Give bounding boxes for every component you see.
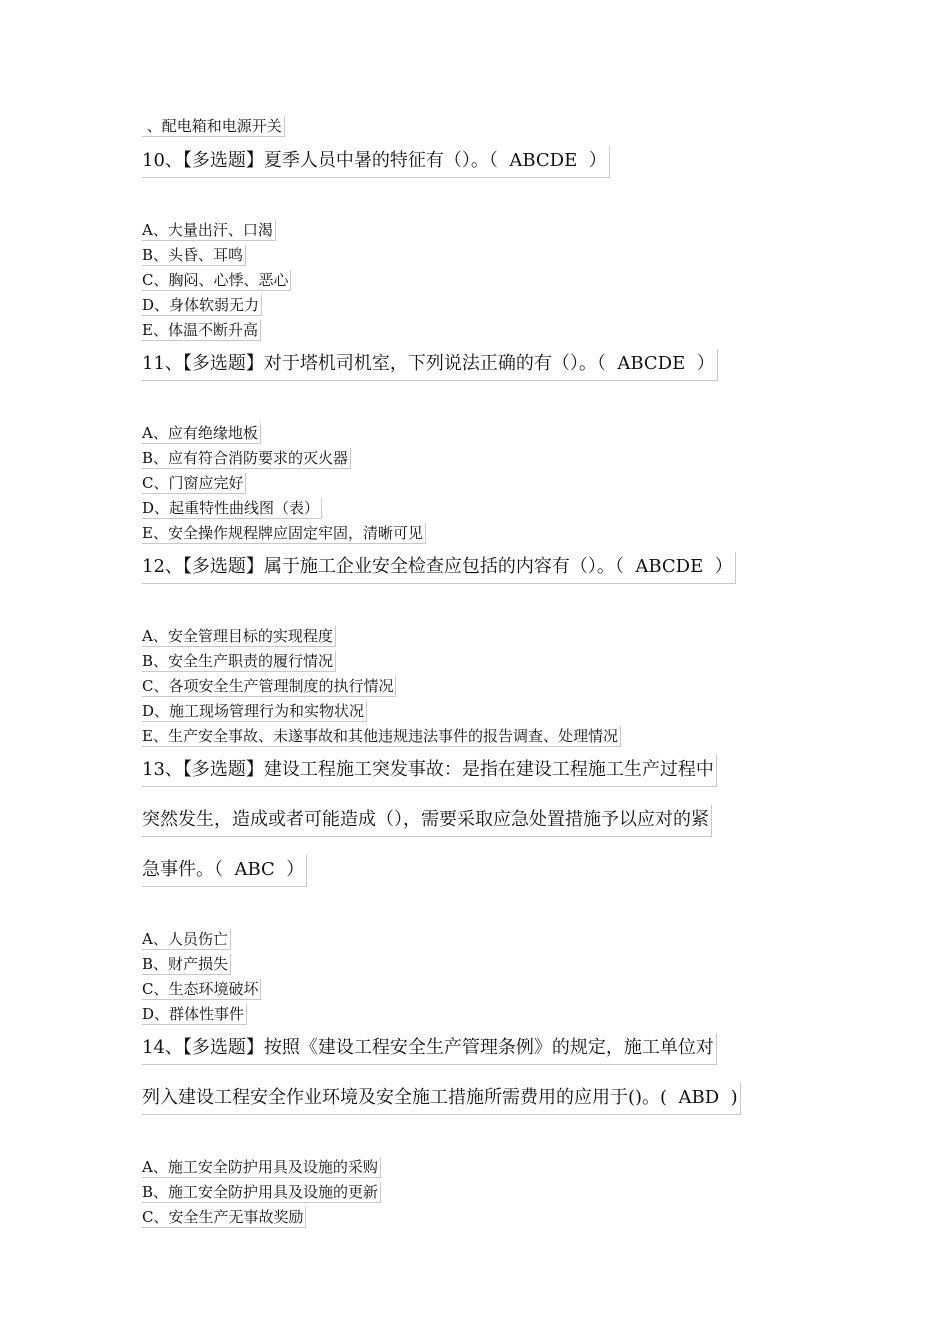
question-13-line-1: 13、【多选题】建设工程施工突发事故：是指在建设工程施工生产过程中: [142, 755, 717, 787]
question-13-line-2: 突然发生，造成或者可能造成（），需要采取应急处置措施予以应对的紧: [142, 805, 712, 837]
q12-option-c: C、各项安全生产管理制度的执行情况: [142, 676, 396, 697]
q14-option-c: C、安全生产无事故奖励: [142, 1207, 306, 1228]
prev-option-tail: 、配电箱和电源开关: [142, 116, 285, 137]
question-11: 11、【多选题】对于塔机司机室，下列说法正确的有（）。（ ABCDE ）: [142, 349, 718, 381]
q10-option-a: A、大量出汗、口渴: [142, 220, 276, 241]
q12-option-e: E、生产安全事故、未遂事故和其他违规违法事件的报告调查、处理情况: [142, 726, 621, 747]
q10-option-e: E、体温不断升高: [142, 320, 261, 341]
q14-option-b: B、施工安全防护用具及设施的更新: [142, 1182, 381, 1203]
q11-option-b: B、应有符合消防要求的灭火器: [142, 448, 351, 469]
q13-option-a: A、人员伤亡: [142, 929, 231, 950]
question-12: 12、【多选题】属于施工企业安全检查应包括的内容有（）。（ ABCDE ）: [142, 552, 736, 584]
q11-option-e: E、安全操作规程牌应固定牢固，清晰可见: [142, 523, 426, 544]
q11-option-a: A、应有绝缘地板: [142, 423, 261, 444]
q12-option-d: D、施工现场管理行为和实物状况: [142, 701, 367, 722]
q10-option-d: D、身体软弱无力: [142, 295, 262, 316]
q11-option-d: D、起重特性曲线图（表）: [142, 498, 322, 519]
question-13-line-3: 急事件。（ ABC ）: [142, 855, 307, 887]
question-10: 10、【多选题】夏季人员中暑的特征有（）。（ ABCDE ）: [142, 146, 610, 178]
q13-option-d: D、群体性事件: [142, 1004, 247, 1025]
question-14-line-2: 列入建设工程安全作业环境及安全施工措施所需费用的应用于()。( ABD ): [142, 1083, 741, 1115]
q11-option-c: C、门窗应完好: [142, 473, 246, 494]
q13-option-b: B、财产损失: [142, 954, 231, 975]
question-14-line-1: 14、【多选题】按照《建设工程安全生产管理条例》的规定，施工单位对: [142, 1033, 717, 1065]
q12-option-a: A、安全管理目标的实现程度: [142, 626, 336, 647]
q10-option-c: C、胸闷、心悸、恶心: [142, 270, 291, 291]
q12-option-b: B、安全生产职责的履行情况: [142, 651, 336, 672]
q14-option-a: A、施工安全防护用具及设施的采购: [142, 1157, 381, 1178]
q10-option-b: B、头昏、耳鸣: [142, 245, 246, 266]
q13-option-c: C、生态环境破坏: [142, 979, 261, 1000]
